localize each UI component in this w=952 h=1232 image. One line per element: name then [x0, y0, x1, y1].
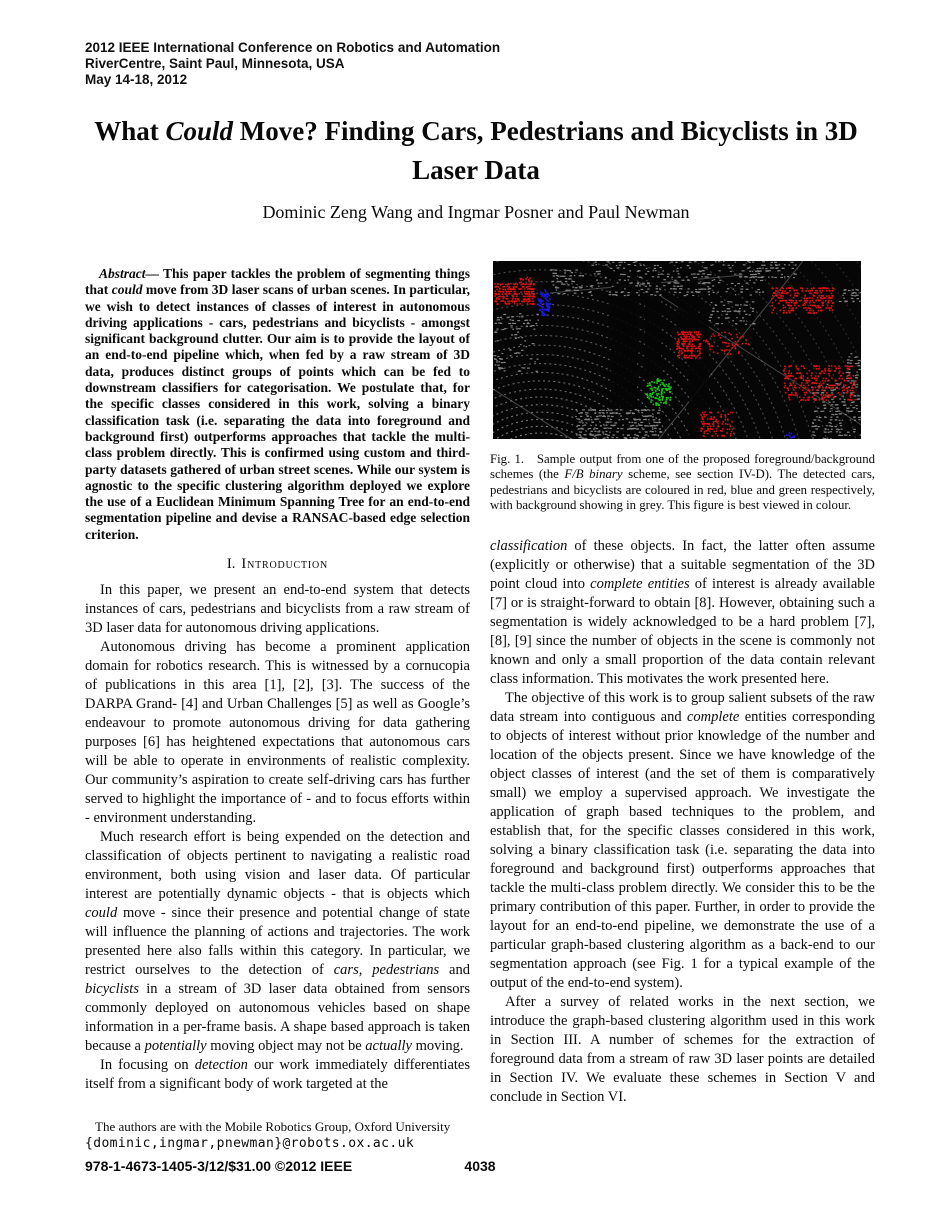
abstract: Abstract— This paper tackles the problem of segmenting things that could move from 3D laser scans of urban scenes. In particular, we wish to detect instances of classes of interest in autonomous driving applications - cars, pedestrians and bicyclists - amongst significant background clutter. Our aim is to provide the layout of an end-to-end pipeline which, when fed by a raw stream of 3D data, produces distinct groups of points which can be fed to downstream classifiers for categorisation. We postulate that, for the specific classes considered in this work, solving a binary classification task (i.e. separating the data into foreground and background first) outperforms approaches that tackle the multi-class problem directly. This is confirmed using custom and third-party datasets gathered of urban street scenes. While our system is agnostic to the specific clustering algorithm deployed we explore the use of a Euclidean Minimum Spanning Tree for an end-to-end segmentation pipeline and devise a RANSAC-based edge selection criterion. [85, 266, 470, 542]
section-heading-introduction [85, 556, 470, 573]
conference-dates: May 14-18, 2012 [85, 72, 188, 87]
paragraph: Much research effort is being expended on the detection and classification of objects pertinent to navigating a realistic road environment, both using vision and laser data. Of particular interest are potentially dynamic objects - that is objects which could move - since their presence and potential change of state will influence the planning of actions and trajectories. The work presented here also falls within this category. In particular, we restrict ourselves to the detection of cars, pedestrians and bicyclists in a stream of 3D laser data obtained from sensors commonly deployed on autonomous vehicles based on shape information in a per-frame basis. A shape based approach is taken because a potentially moving object may not be actually moving. [85, 829, 470, 1055]
paragraph: After a survey of related works in the next section, we introduce the graph-based clustering algorithm used in this work in Section III. A number of schemes for the extraction of foreground data from a stream of raw 3D laser points are detailed in Section IV. We evaluate these schemes in Section V and conclude in Section VI. [490, 993, 875, 1105]
copyright-notice: 978-1-4673-1405-3/12/$31.00 ©2012 IEEE [85, 1158, 353, 1174]
figure-1-caption: Fig. 1. Sample output from one of the proposed foreground/background schemes (the F/B binary scheme, see section IV-D). The detected cars, pedestrians and bicyclists are coloured in red, blue and green respectively, with background showing in grey. This figure is best viewed in colour. [490, 452, 875, 513]
figure-1-pointcloud-image [493, 261, 861, 439]
figure-1 [490, 261, 875, 514]
section-title: Introduction [241, 556, 329, 573]
left-column [85, 260, 470, 1154]
authors-line: Dominic Zeng Wang and Ingmar Posner and Paul Newman [262, 202, 690, 222]
author-footnote [85, 1112, 470, 1152]
section-number: I. [226, 556, 236, 573]
page-number: 4038 [464, 1158, 496, 1174]
paragraph: In focusing on detection our work immediately differentiates itself from a significant body of work targeted at the [85, 1057, 470, 1093]
affiliation-note: The authors are with the Mobile Robotics Group, Oxford University [95, 1119, 451, 1134]
paragraph: Autonomous driving has become a prominent application domain for robotics research. This is witnessed by a cornucopia of publications in this area [1], [2], [3]. The success of the DARPA Grand- [4] and Urban Challenges [5] as well as Google’s endeavour to promote autonomous driving for data gathering purposes [6] has heightened expectations that autonomous cars will be able to operate in environments of realistic complexity. Our community’s aspiration to create self-driving cars has further served to highlight the importance of - and to focus efforts within - environment understanding. [85, 639, 470, 827]
paper-title: What Could Move? Finding Cars, Pedestrians and Bicyclists in 3D Laser Data [94, 116, 858, 185]
paragraph: classification of these objects. In fact, the latter often assume (explicitly or otherwise) that a suitable segmentation of the 3D point cloud into complete entities of interest is already available [7] or is straight-forward to obtain [8]. However, obtaining such a segmentation is widely acknowledged to be a hard problem [7], [8], [9] since the number of objects in the scene is commonly not known and only a small proportion of the data contain relevant class information. This motivates the work presented here. [490, 537, 875, 687]
conference-name: 2012 IEEE International Conference on Robotics and Automation [85, 40, 501, 55]
author-emails: {dominic,ingmar,pnewman}@robots.ox.ac.uk [85, 1136, 415, 1151]
conference-header [85, 40, 585, 88]
paragraph: In this paper, we present an end-to-end system that detects instances of cars, pedestrians and bicyclists from a raw stream of 3D laser data for autonomous driving applications. [85, 582, 470, 637]
two-column-body [85, 260, 875, 1154]
conference-venue: RiverCentre, Saint Paul, Minnesota, USA [85, 56, 345, 71]
paragraph: The objective of this work is to group salient subsets of the raw data stream into contiguous and complete entities corresponding to objects of interest without prior knowledge of the number and location of the objects present. Since we have knowledge of the object classes of interest (and the set of them is comparatively small) we employ a supervised approach. We investigate the application of graph based techniques to the problem, and establish that, for the specific classes considered in this work, solving a binary classification task (i.e. separating the data into foreground and background first) outperforms approaches that tackle the multi-class problem directly. We consider this to be the primary contribution of this paper. Further, in order to provide the layout for an end-to-end pipeline, we demonstrate the use of a particular graph-based clustering algorithm as a back-end to our segmentation approach (see Fig. 1 for a typical example of the output of the end-to-end system). [490, 689, 875, 991]
right-column [490, 260, 875, 1154]
page-footer [85, 1158, 875, 1174]
